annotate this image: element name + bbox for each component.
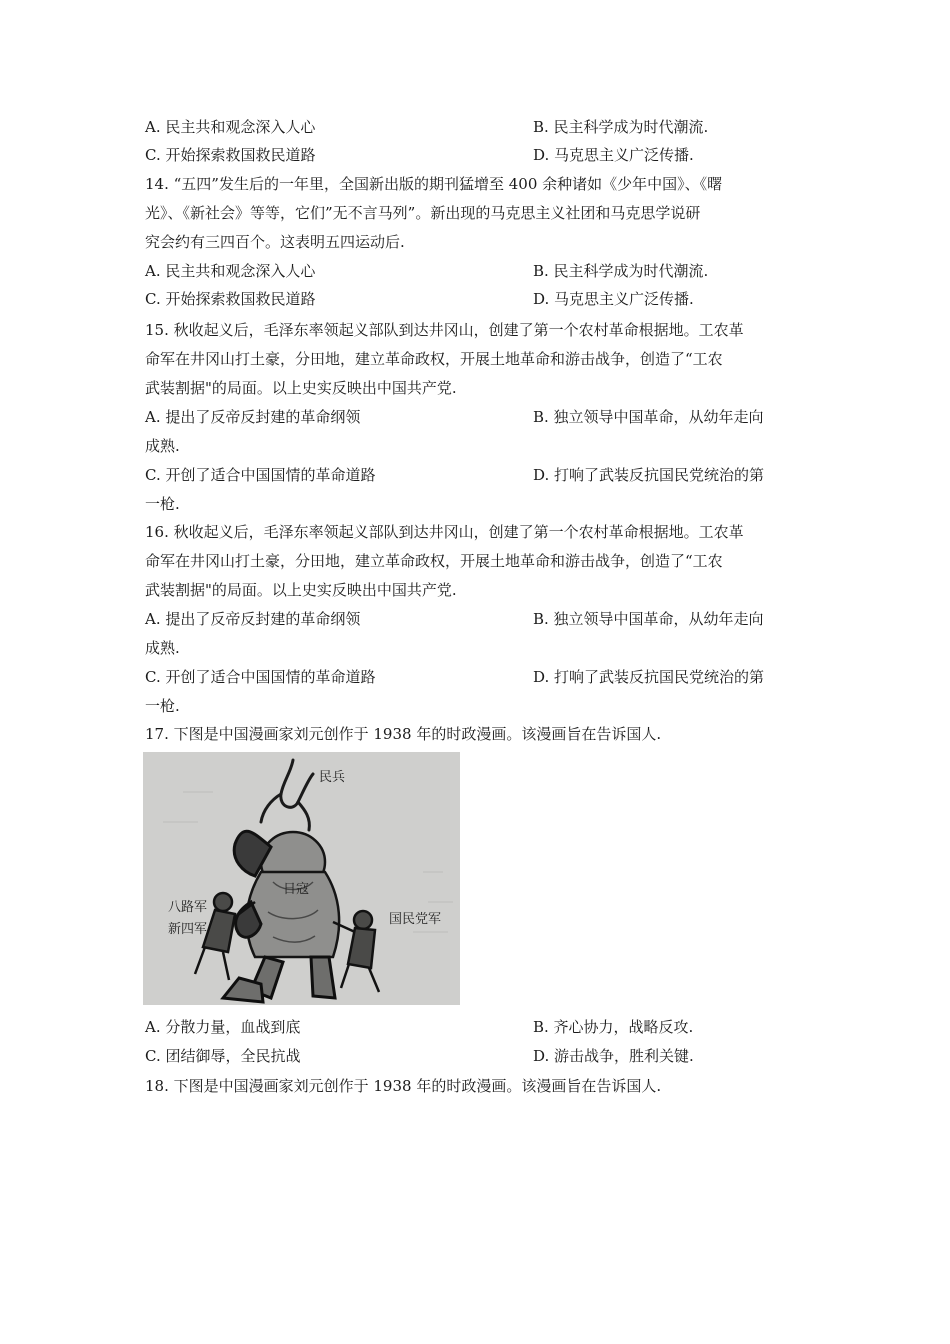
q17-comic-image [143, 752, 460, 1005]
q15-option-b-continued: 成熟. [145, 437, 180, 455]
q17-option-d: D. 游击战争，胜利关键. [533, 1047, 694, 1065]
q13-option-a: A. 民主共和观念深入人心 [145, 118, 316, 136]
q16-stem-line-3: 武装割据"的局面。以上史实反映出中国共产党. [145, 581, 457, 599]
q16-option-c: C. 开创了适合中国国情的革命道路 [145, 668, 376, 686]
q15-option-c: C. 开创了适合中国国情的革命道路 [145, 466, 376, 484]
q17-option-a: A. 分散力量，血战到底 [145, 1018, 301, 1036]
comic-label-min-bing: 民兵 [319, 770, 346, 785]
q16-option-d: D. 打响了武装反抗国民党统治的第 [533, 668, 765, 686]
q14-option-b: B. 民主科学成为时代潮流. [533, 262, 709, 280]
q13-option-d: D. 马克思主义广泛传播. [533, 146, 694, 164]
q16-stem-line-1: 16. 秋收起义后，毛泽东率领起义部队到达井冈山，创建了第一个农村革命根据地。工农革 [145, 523, 744, 541]
q13-option-c: C. 开始探索救国救民道路 [145, 146, 316, 164]
q17-option-b: B. 齐心协力，战略反攻. [533, 1018, 694, 1036]
comic-label-xin-si-jun: 新四军 [168, 922, 208, 937]
q14-option-d: D. 马克思主义广泛传播. [533, 290, 694, 308]
q16-option-a: A. 提出了反帝反封建的革命纲领 [145, 610, 361, 628]
q15-stem-line-2: 命军在井冈山打土豪，分田地，建立革命政权，开展土地革命和游击战争，创造了“工农 [145, 350, 723, 368]
q15-option-d-continued: 一枪. [145, 495, 180, 513]
q18-stem: 18. 下图是中国漫画家刘元创作于 1938 年的时政漫画。该漫画旨在告诉国人. [145, 1077, 662, 1095]
q14-stem-line-1: 14. “五四”发生后的一年里，全国新出版的期刊猛增至 400 余种诸如《少年中国》、《曙 [145, 175, 723, 193]
q15-option-b: B. 独立领导中国革命，从幼年走向 [533, 408, 764, 426]
comic-label-ri-kou: 日寇 [283, 882, 310, 897]
q17-stem: 17. 下图是中国漫画家刘元创作于 1938 年的时政漫画。该漫画旨在告诉国人. [145, 725, 662, 743]
q14-stem-line-2: 光》、《新社会》等等，它们”无不言马列”。新出现的马克思主义社团和马克思学说研 [145, 204, 701, 222]
q16-option-b: B. 独立领导中国革命，从幼年走向 [533, 610, 764, 628]
q17-option-c: C. 团结御辱，全民抗战 [145, 1047, 301, 1065]
q14-stem-line-3: 究会约有三四百个。这表明五四运动后. [145, 233, 405, 251]
q16-option-d-continued: 一枪. [145, 697, 180, 715]
q14-option-a: A. 民主共和观念深入人心 [145, 262, 316, 280]
q13-option-b: B. 民主科学成为时代潮流. [533, 118, 709, 136]
q15-stem-line-3: 武装割据"的局面。以上史实反映出中国共产党. [145, 379, 457, 397]
q15-option-a: A. 提出了反帝反封建的革命纲领 [145, 408, 361, 426]
q16-stem-line-2: 命军在井冈山打土豪，分田地，建立革命政权，开展土地革命和游击战争，创造了“工农 [145, 552, 723, 570]
q15-stem-line-1: 15. 秋收起义后，毛泽东率领起义部队到达井冈山，创建了第一个农村革命根据地。工农革 [145, 321, 744, 339]
q15-option-d: D. 打响了武装反抗国民党统治的第 [533, 466, 765, 484]
q16-option-b-continued: 成熟. [145, 639, 180, 657]
comic-label-guo-min-dang-jun: 国民党军 [389, 912, 442, 927]
comic-label-ba-lu-jun: 八路军 [168, 900, 208, 915]
q14-option-c: C. 开始探索救国救民道路 [145, 290, 316, 308]
